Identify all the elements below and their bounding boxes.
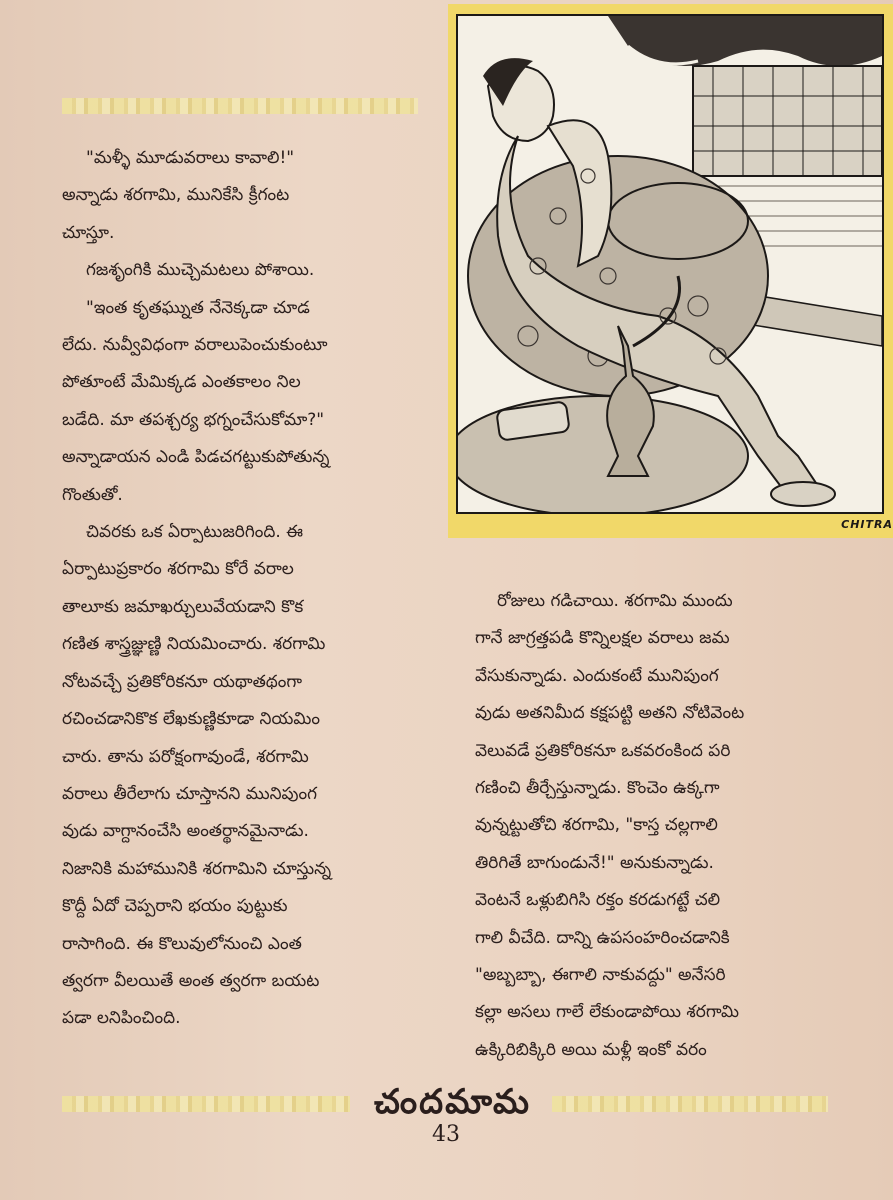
top-decorative-border	[62, 98, 418, 114]
text-line: గొంతుతో.	[62, 484, 123, 505]
text-line: "అబ్బబ్బా, ఈగాలి నాకువద్దు" అనేసరి	[475, 965, 726, 986]
text-line: చారు. తాను పరోక్షంగావుండే, శరగామి	[62, 746, 309, 767]
text-line: నిజానికి మహామునికి శరగామిని చూస్తున్న	[62, 858, 332, 879]
left-text-column	[62, 140, 430, 1038]
illustration-frame	[456, 14, 884, 514]
text-line: కొద్దీ ఏదో చెప్పరాని భయం పుట్టుకు	[62, 896, 288, 917]
footer-decorative-border-left	[62, 1096, 350, 1112]
text-line: తిరిగితే బాగుండునే!" అనుకున్నాడు.	[475, 852, 714, 873]
text-line: వెంటనే ఒళ్లుబిగిసి రక్తం కరడుగట్టే చలి	[475, 890, 721, 911]
text-line: వుడు వాగ్దానంచేసి అంతర్థానమైనాడు.	[62, 821, 309, 842]
text-line: గానే జాగ్రత్తపడి కొన్నిలక్షల వరాలు జమ	[475, 628, 730, 649]
text-line: ఏర్పాటుప్రకారం శరగామి కోరే వరాల	[62, 559, 294, 580]
text-line: బడేది. మా తపశ్చర్య భగ్నంచేసుకోమా?"	[62, 409, 325, 430]
story-illustration	[448, 4, 893, 538]
artist-signature: CHITRA	[841, 518, 893, 531]
text-line: "ఇంత కృతఘ్నుత నేనెక్కడా చూడ	[86, 297, 310, 318]
text-line: అన్నాడు శరగామి, మునికేసి క్రీగంట	[62, 185, 290, 206]
footer-decorative-border-right	[552, 1096, 828, 1112]
text-line: పడా లనిపించింది.	[62, 1008, 181, 1029]
text-line: పోతూంటే మేమిక్కడ ఎంతకాలం నిల	[62, 372, 301, 393]
text-line: గణిత శాస్త్రజ్ఞుణ్ణి నియమించారు. శరగామి	[62, 634, 326, 655]
text-line: వేసుకున్నాడు. ఎందుకంటే మునిపుంగ	[475, 665, 719, 686]
illustration-drawing	[458, 16, 882, 512]
text-line: నోటవచ్చే ప్రతికోరికనూ యథాతథంగా	[62, 671, 303, 692]
text-line: "మళ్ళీ మూడువరాలు కావాలి!"	[86, 148, 295, 168]
text-line: రచించడానికొక లేఖకుణ్ణికూడా నియమిం	[62, 709, 320, 730]
text-line: కల్లా అసలు గాలే లేకుండాపోయి శరగామి	[475, 1002, 739, 1023]
magazine-title: చందమామ	[374, 1082, 531, 1122]
text-line: రోజులు గడిచాయి. శరగామి ముందు	[497, 591, 733, 611]
text-line: త్వరగా వీలయితే అంత త్వరగా బయట	[62, 970, 320, 991]
text-line: వెలువడే ప్రతికోరికనూ ఒకవరంకింద పరి	[475, 740, 731, 761]
right-text-column	[475, 583, 823, 1069]
text-line: చివరకు ఒక ఏర్పాటుజరిగింది. ఈ	[86, 522, 304, 543]
page-number: 43	[432, 1122, 460, 1147]
text-line: వరాలు తీరేలాగు చూస్తానని మునిపుంగ	[62, 783, 318, 804]
text-line: వుడు అతనిమీద కక్షపట్టి అతని నోటివెంట	[475, 703, 745, 724]
text-line: లేదు. నువ్వీవిధంగా వరాలుపెంచుకుంటూ	[62, 335, 328, 356]
text-line: వున్నట్టుతోచి శరగామి, "కాస్త చల్లగాలి	[475, 815, 718, 836]
text-line: గాలి వీచేది. దాన్ని ఉపసంహరించడానికి	[475, 927, 730, 948]
text-line: గజశృంగికి ముచ్చెమటలు పోశాయి.	[86, 260, 315, 281]
text-line: గణించి తీర్చేస్తున్నాడు. కొంచెం ఉక్కగా	[475, 778, 720, 799]
text-line: రాసాగింది. ఈ కొలువులోనుంచి ఎంత	[62, 933, 302, 954]
text-line: చూస్తూ.	[62, 222, 115, 243]
text-line: అన్నాడాయన ఎండి పిడచగట్టుకుపోతున్న	[62, 447, 330, 468]
text-line: ఉక్కిరిబిక్కిరి అయి మళ్లీ ఇంకో వరం	[475, 1039, 707, 1060]
text-line: తాలూకు జమాఖర్చులువేయడాని కొక	[62, 596, 304, 617]
